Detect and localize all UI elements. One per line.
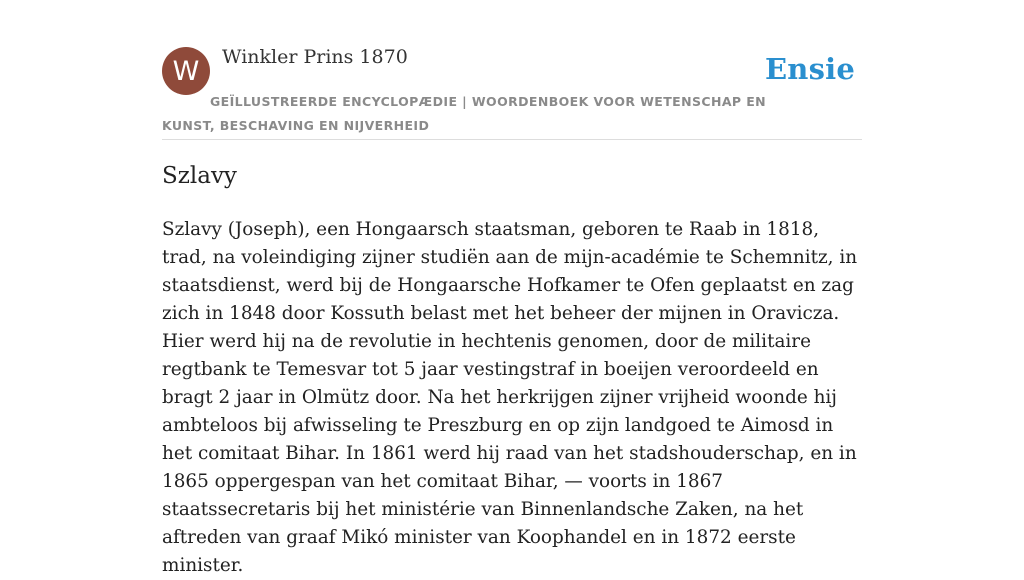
entry-body: Szlavy (Joseph), een Hongaarsch staatsman, geboren te Raab in 1818, trad, na voleindiging zijner studiën aan de mijn-académie te Schemnitz, in staatsdienst, werd bij de Hongaarsche Hofkamer te Ofen geplaatst en zag zich in 1848 door Kossuth belast met het beheer der mijnen in Oravicza. Hier werd hij na de revolutie in hechtenis genomen, door de militaire regtbank te Temesvar tot 5 jaar vestingstraf in boeijen veroordeeld en bragt 2 jaar in Olmütz door. Na het herkrijgen zijner vrijheid woonde hij ambteloos bij afwisseling te Preszburg en op zijn landgoed te Aimosd in het comitaat Bihar. In 1861 werd hij raad van het stadshouderschap, en in 1865 oppergespan van het comitaat Bihar, — voorts in 1867 staatssecretaris bij het ministérie van Binnenlandsche Zaken, na het aftreden van graaf Mikó minister van Koophandel en in 1872 eerste minister. [162, 219, 858, 576]
avatar-letter: W [172, 55, 200, 87]
source-avatar[interactable] [162, 47, 210, 95]
ensie-logo-link[interactable]: Ensie [765, 52, 855, 86]
header-divider [162, 139, 862, 140]
source-title-link[interactable]: Winkler Prins 1870 [222, 46, 408, 68]
source-subtitle: GEÏLLUSTREERDE ENCYCLOPÆDIE | WOORDENBOEK VOOR WETENSCHAP EN KUNST, BESCHAVING EN NIJVERHEID [162, 94, 767, 133]
entry-title: Szlavy [162, 163, 237, 189]
